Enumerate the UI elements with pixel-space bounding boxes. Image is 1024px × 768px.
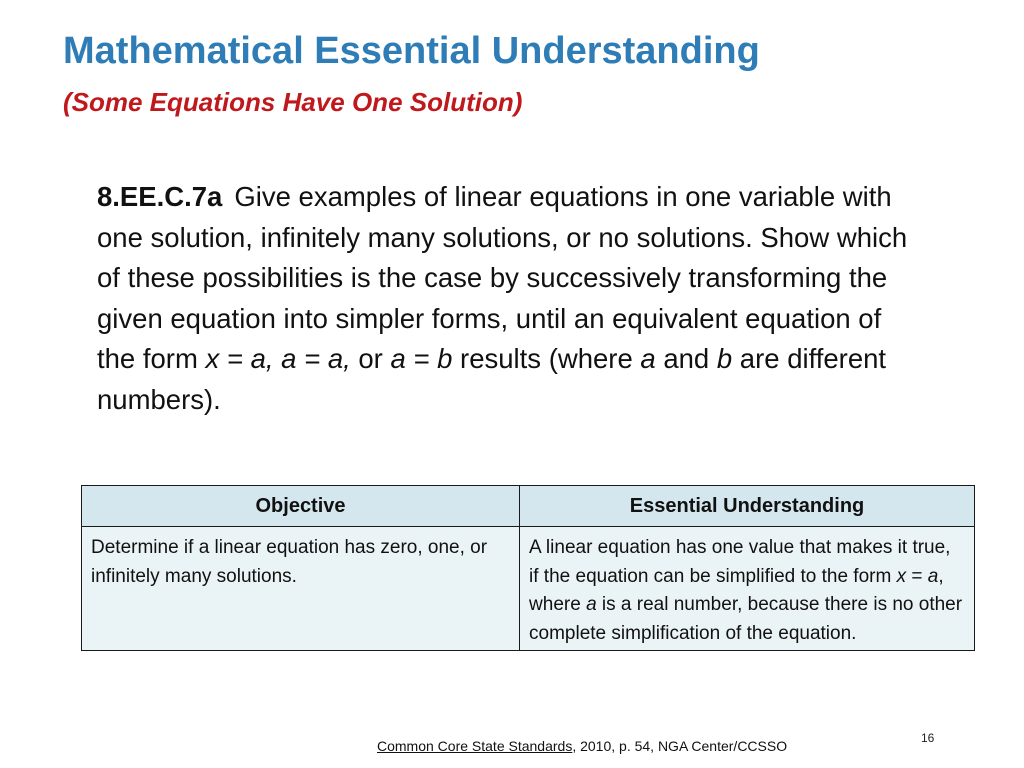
- standard-text: Give examples of linear equations in one variable with one solution, infinitely many solutions, or no solutions. Show which of these possibilities is the case by successively transforming the given equation into simpler forms, until an equivalent equation of the form: [97, 181, 908, 374]
- standard-expression: a = b: [390, 343, 453, 374]
- eu-variable: a: [927, 565, 939, 587]
- eu-text: is a real number, because there is no other complete simplification of the equation.: [529, 594, 963, 644]
- standard-text: or: [350, 343, 391, 374]
- eu-variable: a: [586, 594, 597, 615]
- objective-cell: Determine if a linear equation has zero, one, or infinitely many solutions.: [82, 527, 520, 651]
- standard-text: and: [655, 343, 717, 374]
- slide-title: Mathematical Essential Understanding: [63, 30, 760, 72]
- standard-variable: a: [640, 343, 656, 374]
- standard-expression: x = a, a = a,: [205, 343, 351, 374]
- eu-text: , where: [529, 565, 944, 615]
- standard-variable: b: [716, 343, 733, 374]
- standard-paragraph: [97, 177, 927, 420]
- eu-text: A linear equation has one value that makes it true, if the equation can be simplified to the form: [529, 537, 951, 587]
- table-header-row: [82, 486, 975, 527]
- page-number: 16: [921, 731, 935, 745]
- citation-text: , 2010, p. 54, NGA Center/CCSSO: [572, 738, 788, 754]
- objective-table: [81, 485, 975, 651]
- slide-subtitle: (Some Equations Have One Solution): [63, 87, 523, 117]
- standard-code: 8.EE.C.7a: [97, 181, 223, 212]
- table-row: [82, 527, 975, 651]
- citation-link[interactable]: Common Core State Standards: [377, 738, 573, 754]
- header-essential-understanding: Essential Understanding: [520, 486, 975, 527]
- standard-text: are different numbers).: [97, 343, 887, 415]
- eu-text: =: [906, 565, 928, 587]
- eu-variable: x: [896, 565, 907, 587]
- source-citation: [377, 738, 787, 754]
- header-objective: Objective: [82, 486, 520, 527]
- essential-understanding-cell: [520, 527, 975, 651]
- standard-text: results (where: [452, 343, 641, 374]
